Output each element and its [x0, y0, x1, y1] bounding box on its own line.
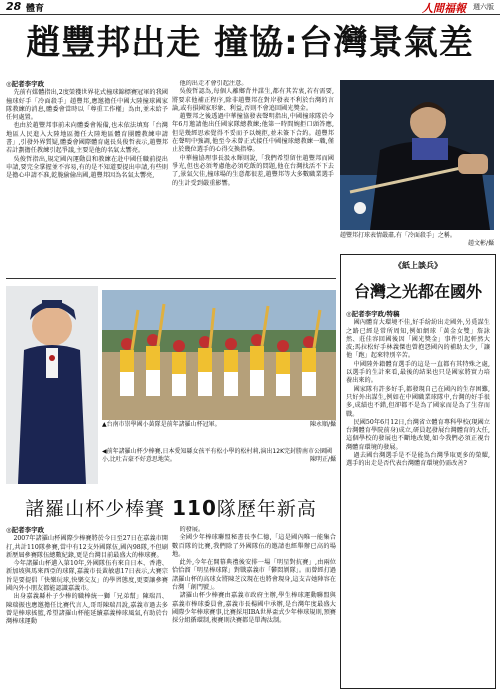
side-column-body [346, 310, 490, 690]
publication-logo: 人間福報 [422, 2, 466, 15]
issue-label: 週六版 [473, 3, 494, 11]
billiards-illustration [340, 80, 494, 230]
paragraph: 吳俊哲認為,每個人離鄉背井謀生,都有其苦衷,若有需要,將要求他補正程序,除非趙豐邦在對岸發表不利於台灣的言論,或有損國家形象、利益,否則不會追回國光獎金。 [172, 88, 334, 112]
paragraph: 民國50年6月12日,台灣省立體育專科學校(現國立台灣體育學院前身)成立,研員起發展台灣體育的大任,這個學校的發展也不斷地改變,如今我們必須正視台灣體育環境的發展。 [346, 418, 490, 451]
side-column-label: 《紙上談兵》 [394, 261, 442, 270]
team-photo-caption [102, 421, 336, 429]
sub-headline-text: 諸羅山杯少棒賽 [25, 498, 173, 520]
photo-credit: 陳永順/攝 [309, 421, 336, 428]
section-label: 體育 [26, 4, 45, 14]
caption-text: 趙豐邦打球表情嚴肅,有「冷面殺手」之稱。 [340, 232, 456, 239]
girl-player-illustration [6, 286, 98, 484]
paragraph: 中國陸外籍體育選手的這是一直都有其特殊之處,以選手的生計來看,最後的結果也只是國家將實力培養出來的。 [346, 360, 490, 385]
paragraph: 諸羅山杯少棒賽由嘉義市政府主辦,學生棒球運動聯盟與嘉義市棒球委員會,嘉義市長楊國中承辦,是台灣年度最盛大國際少年棒球賽事,比賽採用IBA世界盃式少年棒球規則,預賽採分組循環制,複賽則決賽都是單淘汰制。 [172, 592, 336, 625]
paragraph: 出身嘉義縣朴子少棒的職棒統一獅「兄弟幫」陳瑞昌、陳瑞振也應邀擔任比賽代言人,哥哥陳瑞昌說,嘉義市過去多曾是棒球搖籃,希望諸羅山杯能延續嘉義棒球風氣,有助於台灣棒球運動 [6, 593, 168, 626]
paragraph: 國內體育大環境不佳,好手紛紛出走國外,另覓謀生之路已經是常所周知,例如網球「黃金女雙」詹詠然、莊佳容回國後因「國光獎金」事件引起軒然大波;馬拉松好手林義傑也曾抱怨國內的補助太少,「讓他「跑」起來特別辛苦。 [346, 319, 490, 360]
paragraph: 全國少年棒球聯盟秘書長李仁德,「這是國內唯一能集合數百隊的比賽,我們除了外國隊伍的邀請也經舉辦已高的場地。 [172, 534, 336, 558]
photo-credit: 趙文彬/攝 [467, 239, 494, 247]
bottom-article-byline: ◎記者李宇政 [6, 526, 45, 534]
main-headline: 趙豐邦出走 撞協:台灣景氣差 [26, 23, 474, 63]
paragraph: 今年諸羅山杯邁入第10年,外國隊伍有來自日本、香港、新加坡與馬來西亞的球隊,嘉義市長黃敏惠17日表示,大賽宗旨是要提倡「快樂玩球,快樂交友」的學習態度,更要讓參賽國內外小朋友都能認識嘉義市。 [6, 560, 168, 593]
billiards-photo-caption [340, 232, 494, 247]
bottom-article-col2 [172, 526, 336, 689]
team-illustration [102, 290, 336, 420]
paragraph: 過去國台灣選手是不是能為台灣爭取更多的榮耀,選手的出走是否代表台灣體育環境仍需改善? [346, 452, 490, 468]
page-number: 28 [6, 0, 22, 13]
paragraph: 中華撞協理事長汲永輝則說,「我們希望留住趙豐邦而國爭光,但也必須考慮他必須吃飯的問題,他在台灣找活不下去了,景氣欠佳,撞球場的生意都很差,趙豐邦等大多數職業選手的生計受到嚴重影響。 [172, 154, 334, 187]
top-article-byline: ◎記者李宇政 [6, 80, 45, 88]
paragraph: 先前有媒體指出,2度榮獲世界花式撞球錦標賽冠軍的我國撞球好手「冷面殺手」趙豐邦,應邀擔任中國大陸撞球國家隊教練的消息,體委會當時以「尊重工作權」為由,並未給予任何處置。 [6, 89, 168, 122]
caption-text: ◀前年諸羅山杯少棒賽,日本愛知縣女孩平有松小學的松村莉,演出12K完封勝南市公園國小,比吐吉豪不好意思地笑。 [102, 448, 332, 463]
side-column-byline: ◎記者李宇政/特稿 [346, 310, 400, 318]
billiards-photo [340, 80, 494, 230]
divider [6, 278, 336, 279]
photo-credit: 陳明正/攝 [309, 455, 336, 463]
paragraph: 也由於趙豐邦事前未向體委會報備,也未依法填寫「台灣地區人民進入大陸地區擔任大陸地區體育團體教練申請書」,引發外界質疑,體委會國際體育處長吳俊哲表示,趙豐邦若計劃擔任教練引起爭議,主要是他的名氣太響亮。 [6, 122, 168, 155]
top-article-col2 [172, 80, 334, 276]
team-photo [102, 290, 336, 420]
paragraph: 國家隊有許多好手,都發現自己在國內的生存困難,只好外出謀生,例如在中國職業球隊中,台灣的好手很多,成績也不錯,但卻都不是為了國家而是為了生存而戰。 [346, 385, 490, 418]
sub-headline [6, 494, 336, 520]
top-article-col1 [6, 80, 168, 276]
bottom-article-col1 [6, 526, 168, 689]
sub-headline-text-end: 隊歷年新高 [216, 498, 317, 520]
girl-photo-caption [102, 448, 336, 463]
paragraph: 吳俊哲指出,規定國內運動員和教練在赴中國任職前提出申請,要完全掌握並不容易,有的是不知道要提出申請,有些則是擔心申請不准,乾脆偷偷出國,趙豐邦因為名氣太響亮, [6, 155, 168, 180]
girl-player-photo [6, 286, 98, 484]
page-header [0, 0, 500, 15]
paragraph: 此外,今年在開幕典禮後安排一場「明星對抗賽」,由兩位恰恰溜「明星棒球隊」對戰嘉義市「鬱悶剝隊」。而曾經打過諸羅山杯的高球女將陳芝汶現在也將會現身,這支吉她陣容在台灣「創門號」。 [172, 559, 336, 592]
paragraph: 的發展。 [179, 526, 205, 533]
side-column-box [340, 254, 496, 689]
side-column-title: 台灣之光都在國外 [353, 282, 482, 301]
paragraph: 他的出走才會引起注意。 [179, 80, 248, 87]
sub-headline-number: 110 [172, 496, 217, 520]
paragraph: 趙豐邦之後透過中華撞協發表聲明指出,中國撞球隊於今年6月邀請他出任國家隊總教練;他第一時間婉拒口頭答應,但是幾經思索覺得不妥而予以婉拒,並未簽下合約。趙豐邦在聲明中強調,他至今未曾正式接任中國撞球總教練一職,僅止於幾位選手的心得交換指導。 [172, 113, 334, 154]
caption-text: ▲台南市崇學國小黃隊是前年諸羅山杯冠軍。 [102, 421, 221, 428]
paragraph: 2007年諸羅山杯國際少棒賽將於今日至27日在嘉義市開打,共計110隊參賽,當中有12支外國隊伍,國內98隊,不但刷新歷屆參賽隊伍總數紀錄,更是台灣目前最盛大的棒球賽。 [6, 535, 168, 559]
